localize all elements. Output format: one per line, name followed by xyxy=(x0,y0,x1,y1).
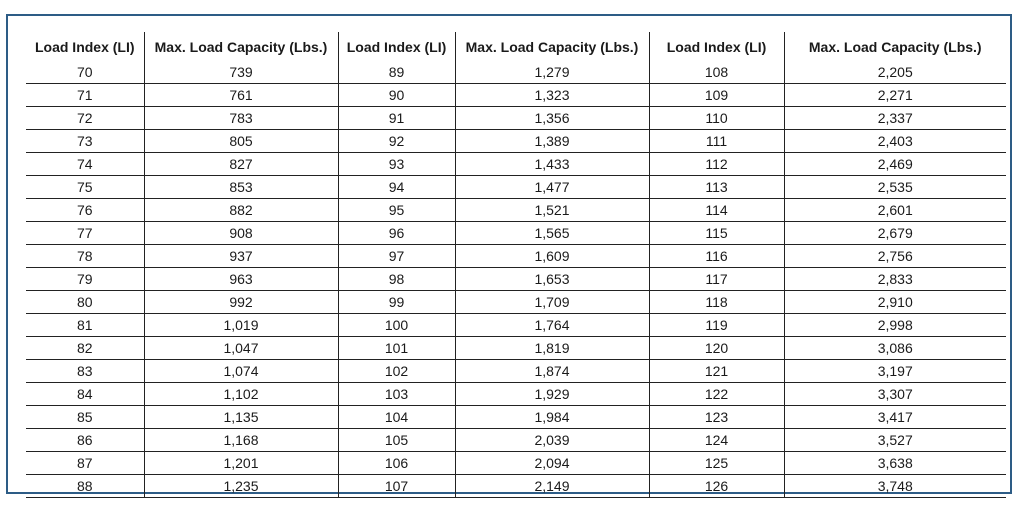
table-frame xyxy=(6,14,1012,494)
max-load-cell: 2,998 xyxy=(784,314,1006,337)
load-index-cell: 81 xyxy=(26,314,144,337)
max-load-cell: 882 xyxy=(144,199,338,222)
max-load-cell: 1,874 xyxy=(455,360,649,383)
load-index-cell: 78 xyxy=(26,245,144,268)
load-index-cell: 89 xyxy=(338,61,455,84)
max-load-cell: 783 xyxy=(144,107,338,130)
max-load-cell: 1,653 xyxy=(455,268,649,291)
max-load-cell: 3,527 xyxy=(784,429,1006,452)
max-load-cell: 1,433 xyxy=(455,153,649,176)
max-load-cell: 3,417 xyxy=(784,406,1006,429)
table-row xyxy=(26,199,1006,222)
table-row xyxy=(26,61,1006,84)
load-index-cell: 90 xyxy=(338,84,455,107)
header-load-index-1: Load Index (LI) xyxy=(34,38,135,55)
max-load-cell: 1,929 xyxy=(455,383,649,406)
load-index-cell: 100 xyxy=(338,314,455,337)
max-load-cell: 1,389 xyxy=(455,130,649,153)
load-index-cell: 105 xyxy=(338,429,455,452)
table-row xyxy=(26,475,1006,498)
table-row xyxy=(26,245,1006,268)
load-index-cell: 97 xyxy=(338,245,455,268)
load-index-cell: 88 xyxy=(26,475,144,498)
load-index-cell: 71 xyxy=(26,84,144,107)
max-load-cell: 2,756 xyxy=(784,245,1006,268)
load-index-cell: 98 xyxy=(338,268,455,291)
max-load-cell: 1,135 xyxy=(144,406,338,429)
max-load-cell: 2,910 xyxy=(784,291,1006,314)
max-load-cell: 992 xyxy=(144,291,338,314)
load-index-cell: 85 xyxy=(26,406,144,429)
max-load-cell: 853 xyxy=(144,176,338,199)
load-index-cell: 94 xyxy=(338,176,455,199)
load-index-cell: 84 xyxy=(26,383,144,406)
table-row xyxy=(26,429,1006,452)
table-row xyxy=(26,222,1006,245)
load-index-cell: 72 xyxy=(26,107,144,130)
max-load-cell: 2,039 xyxy=(455,429,649,452)
max-load-cell: 2,833 xyxy=(784,268,1006,291)
max-load-cell: 1,477 xyxy=(455,176,649,199)
table-row xyxy=(26,153,1006,176)
load-index-cell: 99 xyxy=(338,291,455,314)
load-index-cell: 112 xyxy=(649,153,784,176)
max-load-cell: 1,235 xyxy=(144,475,338,498)
table-row xyxy=(26,291,1006,314)
max-load-cell: 2,149 xyxy=(455,475,649,498)
load-index-cell: 73 xyxy=(26,130,144,153)
load-index-cell: 103 xyxy=(338,383,455,406)
max-load-cell: 1,019 xyxy=(144,314,338,337)
load-index-cell: 126 xyxy=(649,475,784,498)
max-load-cell: 1,168 xyxy=(144,429,338,452)
table-row xyxy=(26,107,1006,130)
load-index-cell: 107 xyxy=(338,475,455,498)
load-index-cell: 123 xyxy=(649,406,784,429)
header-max-load-2: Max. Load Capacity (Lbs.) xyxy=(455,32,649,61)
load-index-cell: 115 xyxy=(649,222,784,245)
load-index-cell: 82 xyxy=(26,337,144,360)
load-index-cell: 114 xyxy=(649,199,784,222)
load-index-cell: 124 xyxy=(649,429,784,452)
load-index-cell: 93 xyxy=(338,153,455,176)
max-load-cell: 1,984 xyxy=(455,406,649,429)
max-load-cell: 1,279 xyxy=(455,61,649,84)
max-load-cell: 3,086 xyxy=(784,337,1006,360)
max-load-cell: 1,074 xyxy=(144,360,338,383)
load-index-cell: 120 xyxy=(649,337,784,360)
load-index-cell: 101 xyxy=(338,337,455,360)
table-row xyxy=(26,452,1006,475)
max-load-cell: 805 xyxy=(144,130,338,153)
table-row xyxy=(26,360,1006,383)
table-row xyxy=(26,176,1006,199)
max-load-cell: 2,205 xyxy=(784,61,1006,84)
load-index-cell: 122 xyxy=(649,383,784,406)
load-index-cell: 83 xyxy=(26,360,144,383)
max-load-cell: 2,469 xyxy=(784,153,1006,176)
max-load-cell: 3,307 xyxy=(784,383,1006,406)
load-index-cell: 76 xyxy=(26,199,144,222)
table-row xyxy=(26,406,1006,429)
max-load-cell: 1,521 xyxy=(455,199,649,222)
load-index-cell: 74 xyxy=(26,153,144,176)
max-load-cell: 1,102 xyxy=(144,383,338,406)
max-load-cell: 3,197 xyxy=(784,360,1006,383)
max-load-cell: 963 xyxy=(144,268,338,291)
table-body xyxy=(26,61,1006,498)
load-index-cell: 79 xyxy=(26,268,144,291)
header-max-load-3: Max. Load Capacity (Lbs.) xyxy=(784,32,1006,61)
max-load-cell: 937 xyxy=(144,245,338,268)
max-load-cell: 2,337 xyxy=(784,107,1006,130)
load-index-cell: 75 xyxy=(26,176,144,199)
load-index-cell: 110 xyxy=(649,107,784,130)
max-load-cell: 2,535 xyxy=(784,176,1006,199)
max-load-cell: 2,094 xyxy=(455,452,649,475)
max-load-cell: 1,565 xyxy=(455,222,649,245)
load-index-cell: 106 xyxy=(338,452,455,475)
table-row xyxy=(26,268,1006,291)
load-index-cell: 87 xyxy=(26,452,144,475)
table-row xyxy=(26,84,1006,107)
load-index-cell: 92 xyxy=(338,130,455,153)
load-index-cell: 125 xyxy=(649,452,784,475)
max-load-cell: 2,403 xyxy=(784,130,1006,153)
load-index-cell: 121 xyxy=(649,360,784,383)
header-row xyxy=(26,32,1006,61)
load-index-cell: 109 xyxy=(649,84,784,107)
load-index-cell: 95 xyxy=(338,199,455,222)
load-index-cell: 108 xyxy=(649,61,784,84)
max-load-cell: 827 xyxy=(144,153,338,176)
load-index-cell: 96 xyxy=(338,222,455,245)
table-row xyxy=(26,314,1006,337)
load-index-cell: 77 xyxy=(26,222,144,245)
load-index-cell: 80 xyxy=(26,291,144,314)
max-load-cell: 739 xyxy=(144,61,338,84)
load-index-table xyxy=(26,32,1006,498)
load-index-cell: 70 xyxy=(26,61,144,84)
max-load-cell: 1,323 xyxy=(455,84,649,107)
load-index-cell: 91 xyxy=(338,107,455,130)
max-load-cell: 1,356 xyxy=(455,107,649,130)
table-row xyxy=(26,383,1006,406)
max-load-cell: 908 xyxy=(144,222,338,245)
max-load-cell: 3,748 xyxy=(784,475,1006,498)
max-load-cell: 2,601 xyxy=(784,199,1006,222)
load-index-cell: 111 xyxy=(649,130,784,153)
max-load-cell: 3,638 xyxy=(784,452,1006,475)
max-load-cell: 2,679 xyxy=(784,222,1006,245)
max-load-cell: 1,201 xyxy=(144,452,338,475)
table-row xyxy=(26,130,1006,153)
max-load-cell: 1,764 xyxy=(455,314,649,337)
table-row xyxy=(26,337,1006,360)
header-load-index-3: Load Index (LI) xyxy=(649,32,784,61)
load-index-cell: 102 xyxy=(338,360,455,383)
load-index-cell: 86 xyxy=(26,429,144,452)
load-index-cell: 104 xyxy=(338,406,455,429)
load-index-cell: 116 xyxy=(649,245,784,268)
load-index-cell: 118 xyxy=(649,291,784,314)
load-index-cell: 113 xyxy=(649,176,784,199)
header-load-index-2: Load Index (LI) xyxy=(338,32,455,61)
max-load-cell: 1,709 xyxy=(455,291,649,314)
max-load-cell: 1,047 xyxy=(144,337,338,360)
max-load-cell: 1,819 xyxy=(455,337,649,360)
header-max-load-1: Max. Load Capacity (Lbs.) xyxy=(144,32,338,61)
max-load-cell: 1,609 xyxy=(455,245,649,268)
max-load-cell: 2,271 xyxy=(784,84,1006,107)
load-index-cell: 117 xyxy=(649,268,784,291)
load-index-cell: 119 xyxy=(649,314,784,337)
max-load-cell: 761 xyxy=(144,84,338,107)
